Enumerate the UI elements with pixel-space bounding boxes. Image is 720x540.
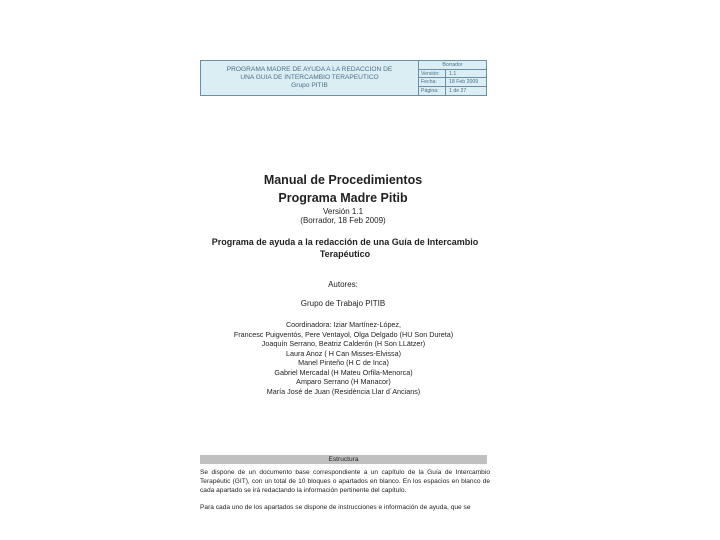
body-paragraph: Se dispone de un documento base correspondiente a un capítulo de la Guía de Intercambio Terapéutic (GIT), con un total de 10 bloques o apartados en blanco. En los espacios en blanco de cada apartado se irá redactando la información pertinente del capítulo.	[200, 469, 490, 494]
program-group: Grupo PITIB	[291, 82, 328, 89]
authors-heading: Autores:	[328, 280, 358, 289]
author-line: Francesc Puigventós, Pere Ventayol, Olga Delgado (HU Son Dureta)	[233, 329, 454, 339]
document-title: Manual de Procedimientos	[263, 173, 423, 187]
version-label: Versión:	[421, 70, 446, 78]
document-subtitle	[195, 236, 495, 260]
author-line: Laura Anoz ( H Can Misses-Elvissa)	[285, 348, 402, 358]
version-row	[419, 70, 486, 79]
author-line: Coordinadora: Iziar Martínez-López,	[285, 320, 402, 329]
document-title-line2: Programa Madre Pitib	[278, 191, 408, 205]
date-row	[419, 78, 486, 87]
subtitle-line1: Programa de ayuda a la redacción de una Guía de Intercambio	[211, 237, 479, 247]
program-title-line2: UNA GUIA DE INTERCAMBIO TERAPEUTICO	[240, 74, 379, 81]
page-label: Página:	[421, 87, 446, 95]
date-label: Fecha:	[421, 78, 446, 86]
author-line: Manel Pinteño (H C de Inca)	[298, 358, 389, 367]
document-header	[200, 60, 487, 96]
author-line: Amparo Serrano (H Manacor)	[296, 377, 391, 386]
author-line: María José de Juan (Residència Llar d´Ancians)	[266, 386, 421, 396]
author-line: Joaquín Serrano, Beatriz Calderón (H Son LLätzer)	[261, 339, 426, 348]
authors-list	[200, 320, 487, 396]
page-value: 1 de 27	[449, 87, 467, 94]
page-row	[419, 87, 486, 96]
document-draft-date: (Borrador, 18 Feb 2009)	[300, 216, 386, 225]
section-body	[200, 468, 490, 520]
program-title-line1: PROGRAMA MADRE DE AYUDA A LA REDACCION DE	[226, 66, 393, 73]
program-title-block	[201, 61, 419, 95]
status-badge: Borrador	[419, 61, 486, 70]
document-info-block	[419, 61, 486, 95]
subtitle-line2: Terapéutico	[319, 249, 371, 259]
section-heading: Estructura	[200, 455, 487, 464]
body-paragraph: Para cada uno de los apartados se dispone de instrucciones e información de ayuda, que se	[200, 504, 471, 511]
working-group: Grupo de Trabajo PITIB	[300, 299, 386, 308]
document-version: Versión 1.1	[322, 207, 364, 216]
version-value: 1.1	[449, 70, 457, 77]
date-value: 18 Feb 2009	[449, 79, 479, 85]
author-line: Gabriel Mercadal (H Mateu Orfila-Menorca)	[274, 367, 413, 377]
